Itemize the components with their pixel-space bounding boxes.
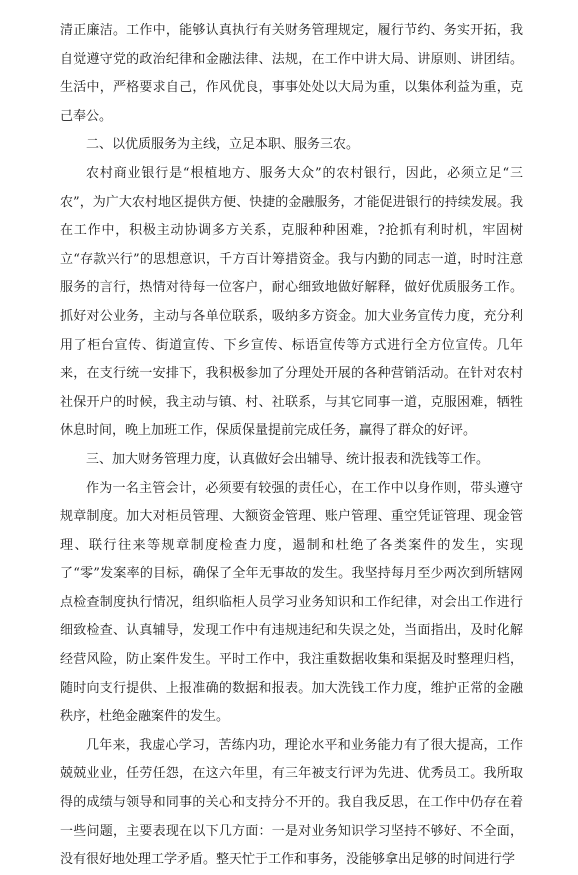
paragraph-5: 作为一名主管会计，必须要有较强的责任心，在工作中以身作则，带头遵守规章制度。加大对柜员管理、大额资金管理、账户管理、重空凭证管理、现金管理、联行往来等规章制度检查力度，遏制和杜绝了各类案件的发生，实现了“零”发案率的目标，确保了全年无事故的发生。我坚持每月至少两次到所辖网点检查制度执行情况，组织临柜人员学习业务知识和工作纪律，对会出工作进行细致检查、认真辅导，发现工作中有违规违纪和失误之处，当面指出，及时化解经营风险，防止案件发生。平时工作中，我注重数据收集和渠据及时整理归档，随时向支行提供、上报准确的数据和报表。加大洗钱工作力度，维护正常的金融秩序，杜绝金融案件的发生。 [60,480,523,725]
paragraph-1: 清正廉洁。工作中，能够认真执行有关财务管理规定，履行节约、务实开拓，我自觉遵守党的政治纪律和金融法律、法规，在工作中讲大局、讲原则、讲团结。生活中，严格要求自己，作风优良，事事处处以大局为重，以集体利益为重，克己奉公。 [60,23,523,124]
paragraph-6: 几年来，我虚心学习，苦练内功，理论水平和业务能力有了很大提高，工作兢兢业业，任劳任怨，在这六年里，有三年被支行评为先进、优秀员工。我所取得的成绩与领导和同事的关心和支持分不开的。我自我反思，在工作中仍存在着一些问题，主要表现在以下几方面：一是对业务知识学习坚持不够好、不全面，没有很好地处理工学矛盾。整天忙于工作和事务，没能够拿出足够的时间进行学 [60,737,523,868]
section-heading-3: 三、加大财务管理力度，认真做好会出辅导、统计报表和洗钱等工作。 [86,451,490,467]
paragraph-3: 农村商业银行是“根植地方、服务大众”的农村银行，因此，必须立足“三农”，为广大农村地区提供方便、快捷的金融服务，才能促进银行的持续发展。我在工作中，积极主动协调多方关系，克服种种困难，?抢抓有利时机，牢固树立“存款兴行”的思想意识，千方百计筹措资金。我与内勤的同志一道，时时注意服务的言行，热情对待每一位客户，耐心细致地做好解释，做好优质服务工作。抓好对公业务，主动与各单位联系，吸纳多方资金。加大业务宣传力度，充分利用了柜台宣传、街道宣传、下乡宣传、标语宣传等方式进行全方位宣传。几年来，在支行统一安排下，我积极参加了分理处开展的各种营销活动。在针对农村社保开户的时候，我主动与镇、村、社联系，与其它同事一道，克服困难，牺牲休息时间，晚上加班工作，保质保量提前完成任务，赢得了群众的好评。 [60,165,523,439]
section-heading-2: 二、以优质服务为主线，立足本职、服务三农。 [86,137,360,153]
